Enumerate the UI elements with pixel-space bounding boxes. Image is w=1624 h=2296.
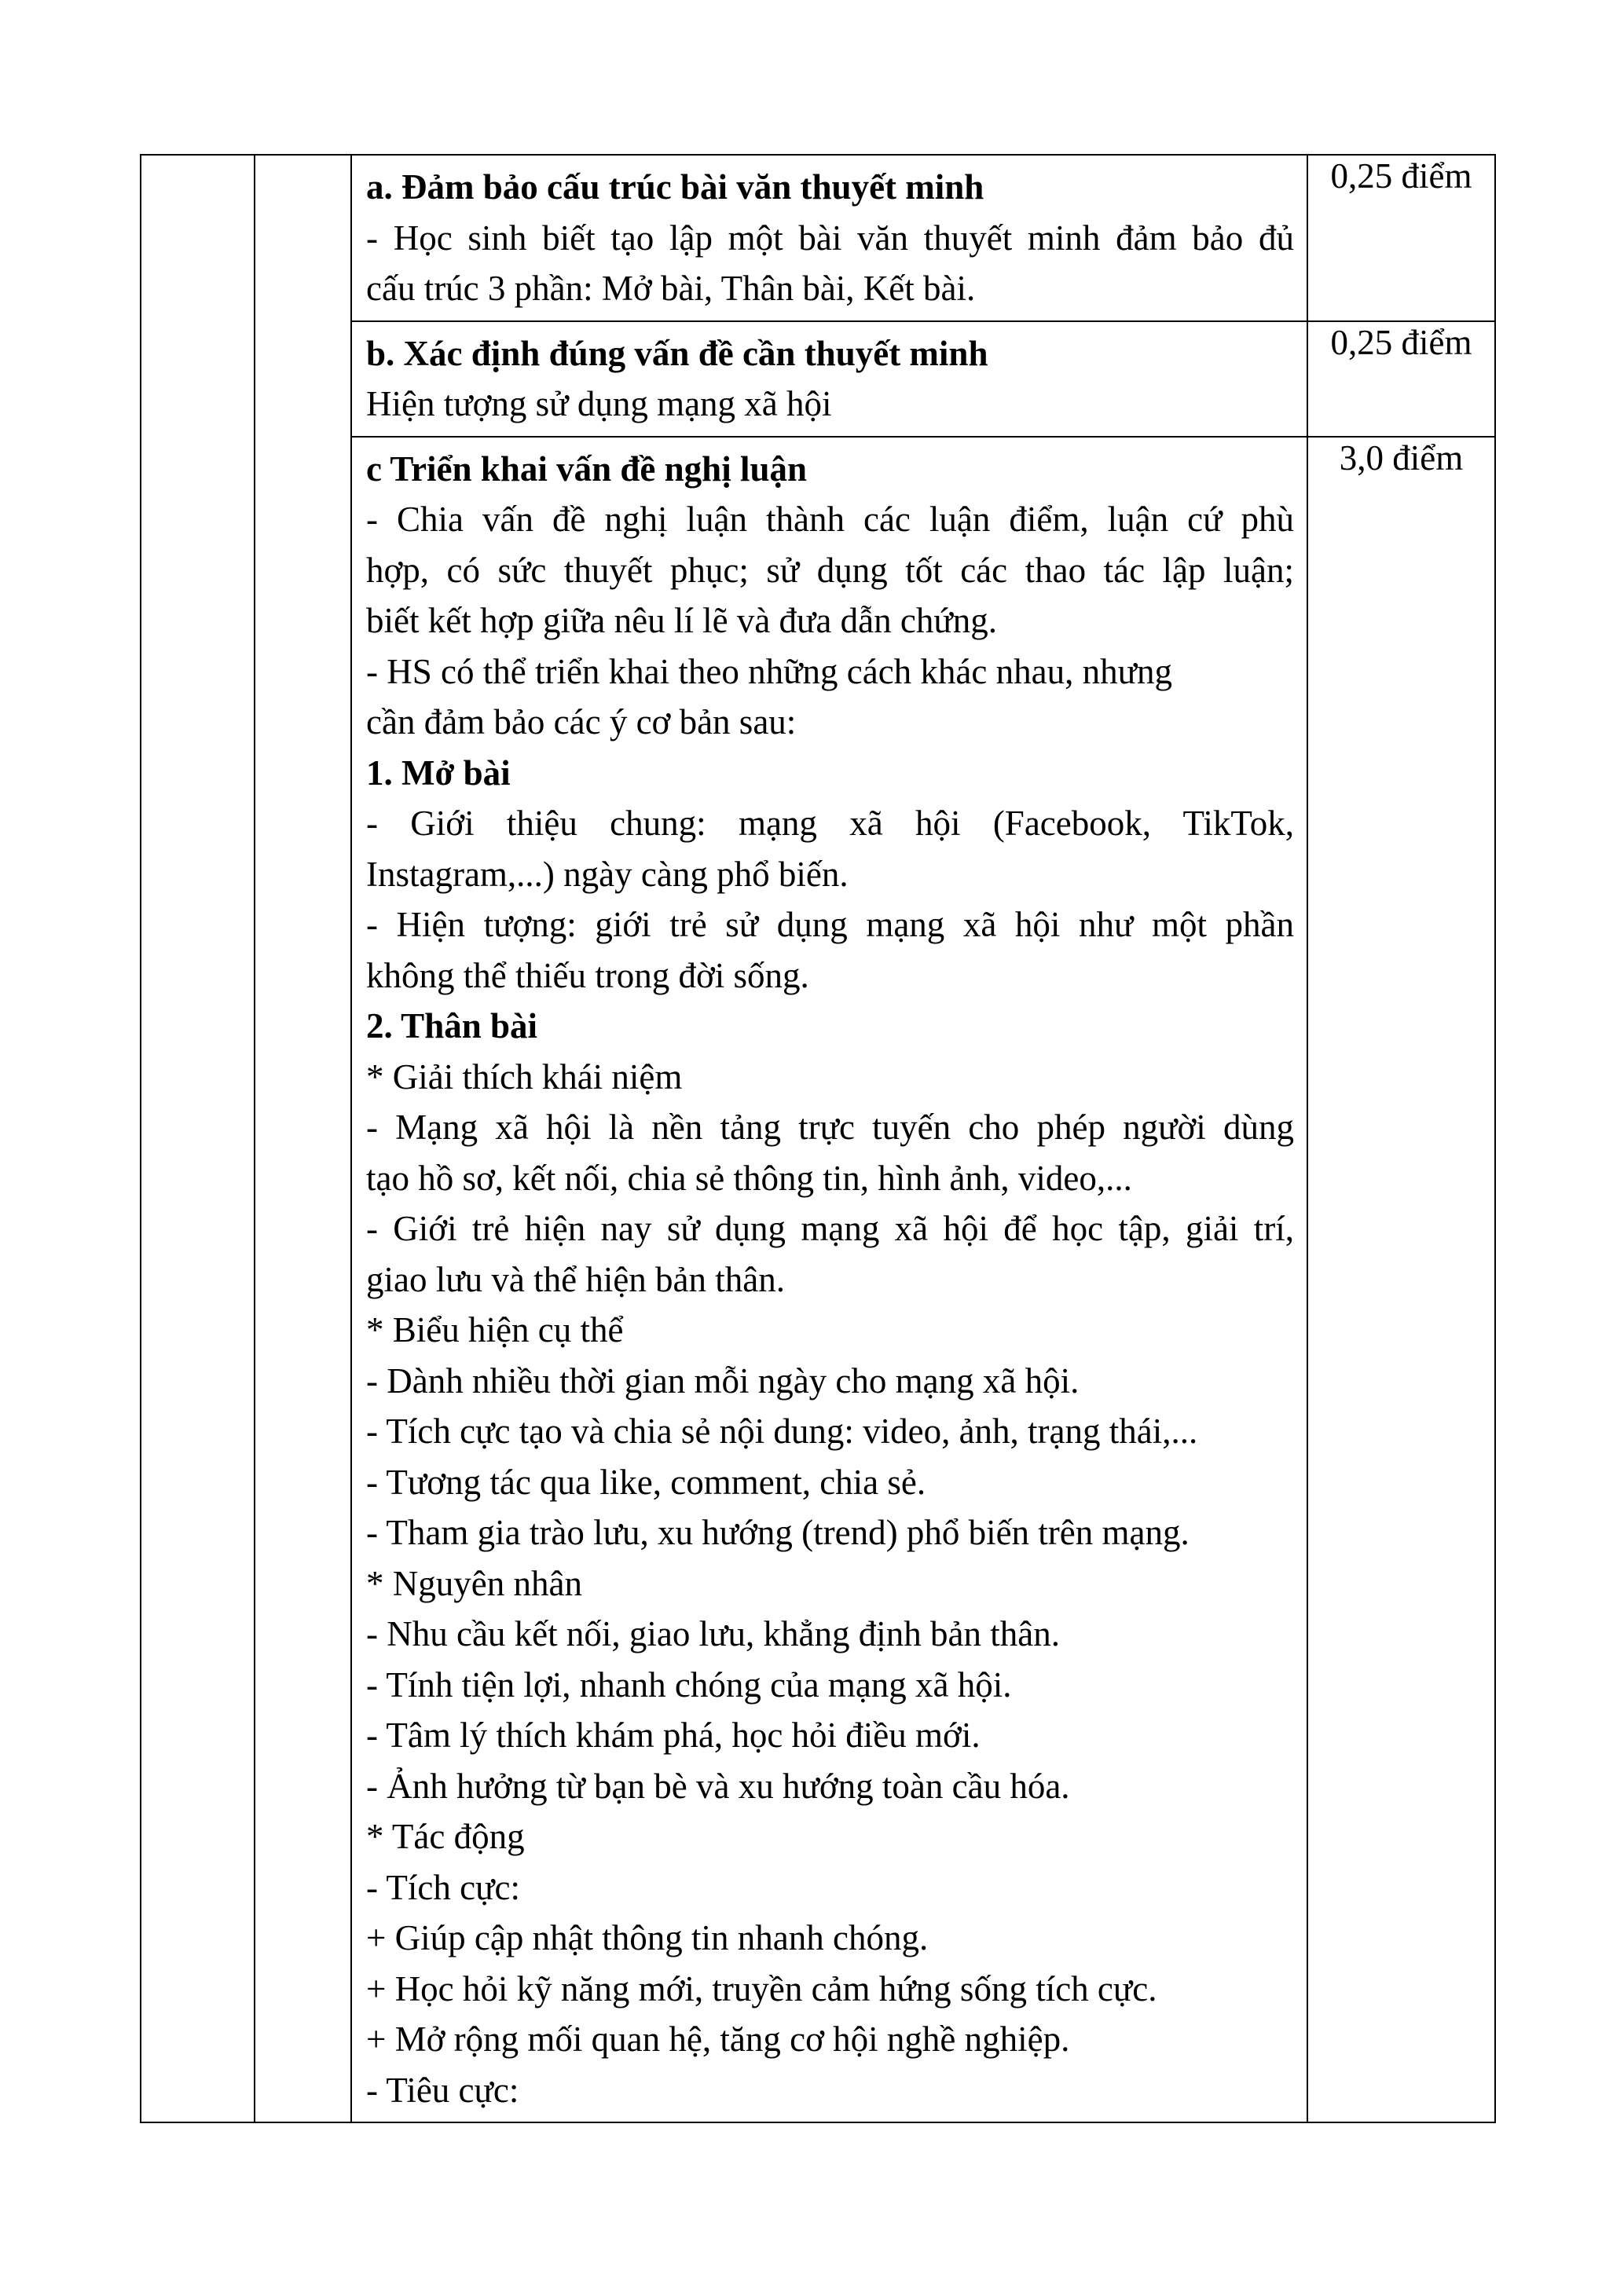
text-line: cấu trúc 3 phần: Mở bài, Thân bài, Kết bài.	[366, 269, 976, 308]
text-line: - Chia vấn đề nghị luận thành các luận điểm, luận cứ phù	[366, 500, 1294, 539]
text-line: - Dành nhiều thời gian mỗi ngày cho mạng xã hội.	[366, 1360, 1080, 1401]
text-line: - Tích cực:	[366, 1867, 520, 1907]
text-line: Instagram,...) ngày càng phổ biến.	[366, 854, 849, 894]
criteria-cell	[351, 437, 1307, 2123]
text-line: - Giới thiệu chung: mạng xã hội (Facebook, TikTok,	[366, 804, 1294, 843]
score-cell: 0,25 điểm	[1307, 321, 1495, 437]
text-line: biết kết hợp giữa nêu lí lẽ và đưa dẫn chứng.	[366, 601, 997, 640]
text-line: + Giúp cập nhật thông tin nhanh chóng.	[366, 1918, 929, 1957]
section-cell	[255, 155, 351, 2122]
text-line: - Tích cực tạo và chia sẻ nội dung: video, ảnh, trạng thái,...	[366, 1412, 1198, 1451]
text-line: - Mạng xã hội là nền tảng trực tuyến cho phép người dùng	[366, 1108, 1294, 1147]
text-line: - Tính tiện lợi, nhanh chóng của mạng xã hội.	[366, 1664, 1012, 1705]
section-heading: 1. Mở bài	[366, 753, 511, 793]
criteria-content	[352, 438, 1307, 2122]
text-line: - Tâm lý thích khám phá, học hỏi điều mới.	[366, 1716, 981, 1755]
text-line: - HS có thể triển khai theo những cách khác nhau, nhưng	[366, 651, 1172, 691]
section-heading: b. Xác định đúng vấn đề cần thuyết minh	[366, 333, 988, 373]
text-line: giao lưu và thể hiện bản thân.	[366, 1259, 785, 1299]
text-line: tạo hồ sơ, kết nối, chia sẻ thông tin, hình ảnh, video,...	[366, 1158, 1132, 1198]
text-line: - Tham gia trào lưu, xu hướng (trend) phổ biến trên mạng.	[366, 1513, 1190, 1552]
criteria-content	[352, 322, 1307, 436]
text-line: không thể thiếu trong đời sống.	[366, 955, 809, 995]
criteria-content	[352, 156, 1307, 320]
text-line: - Hiện tượng: giới trẻ sử dụng mạng xã hội như một phần	[366, 905, 1294, 944]
text-line: - Giới trẻ hiện nay sử dụng mạng xã hội để học tập, giải trí,	[366, 1209, 1294, 1248]
criteria-cell	[351, 321, 1307, 437]
question-number-cell	[141, 155, 255, 2122]
text-line: - Học sinh biết tạo lập một bài văn thuyết minh đảm bảo đủ	[366, 218, 1294, 258]
text-line: * Tác động	[366, 1817, 525, 1856]
text-line: + Mở rộng mối quan hệ, tăng cơ hội nghề nghiệp.	[366, 2020, 1070, 2059]
text-line: + Học hỏi kỹ năng mới, truyền cảm hứng sống tích cực.	[366, 1968, 1157, 2009]
text-line: - Tiêu cực:	[366, 2070, 519, 2110]
text-line: cần đảm bảo các ý cơ bản sau:	[366, 702, 797, 742]
text-line: * Nguyên nhân	[366, 1563, 582, 1603]
table-row	[141, 155, 1495, 321]
text-line: - Tương tác qua like, comment, chia sẻ.	[366, 1462, 926, 1502]
score-cell: 0,25 điểm	[1307, 155, 1495, 321]
section-heading: c Triển khai vấn đề nghị luận	[366, 449, 808, 489]
text-line: - Ảnh hưởng từ bạn bè và xu hướng toàn cầu hóa.	[366, 1766, 1070, 1806]
text-line: - Nhu cầu kết nối, giao lưu, khẳng định bản thân.	[366, 1614, 1060, 1653]
section-heading: 2. Thân bài	[366, 1006, 538, 1045]
grading-table	[140, 154, 1496, 2123]
text-line: Hiện tượng sử dụng mạng xã hội	[366, 384, 832, 423]
section-heading: a. Đảm bảo cấu trúc bài văn thuyết minh	[366, 167, 984, 207]
criteria-cell	[351, 155, 1307, 321]
score-cell: 3,0 điểm	[1307, 437, 1495, 2123]
text-line: hợp, có sức thuyết phục; sử dụng tốt các thao tác lập luận;	[366, 550, 1294, 590]
text-line: * Biểu hiện cụ thể	[366, 1310, 624, 1349]
text-line: * Giải thích khái niệm	[366, 1056, 683, 1097]
